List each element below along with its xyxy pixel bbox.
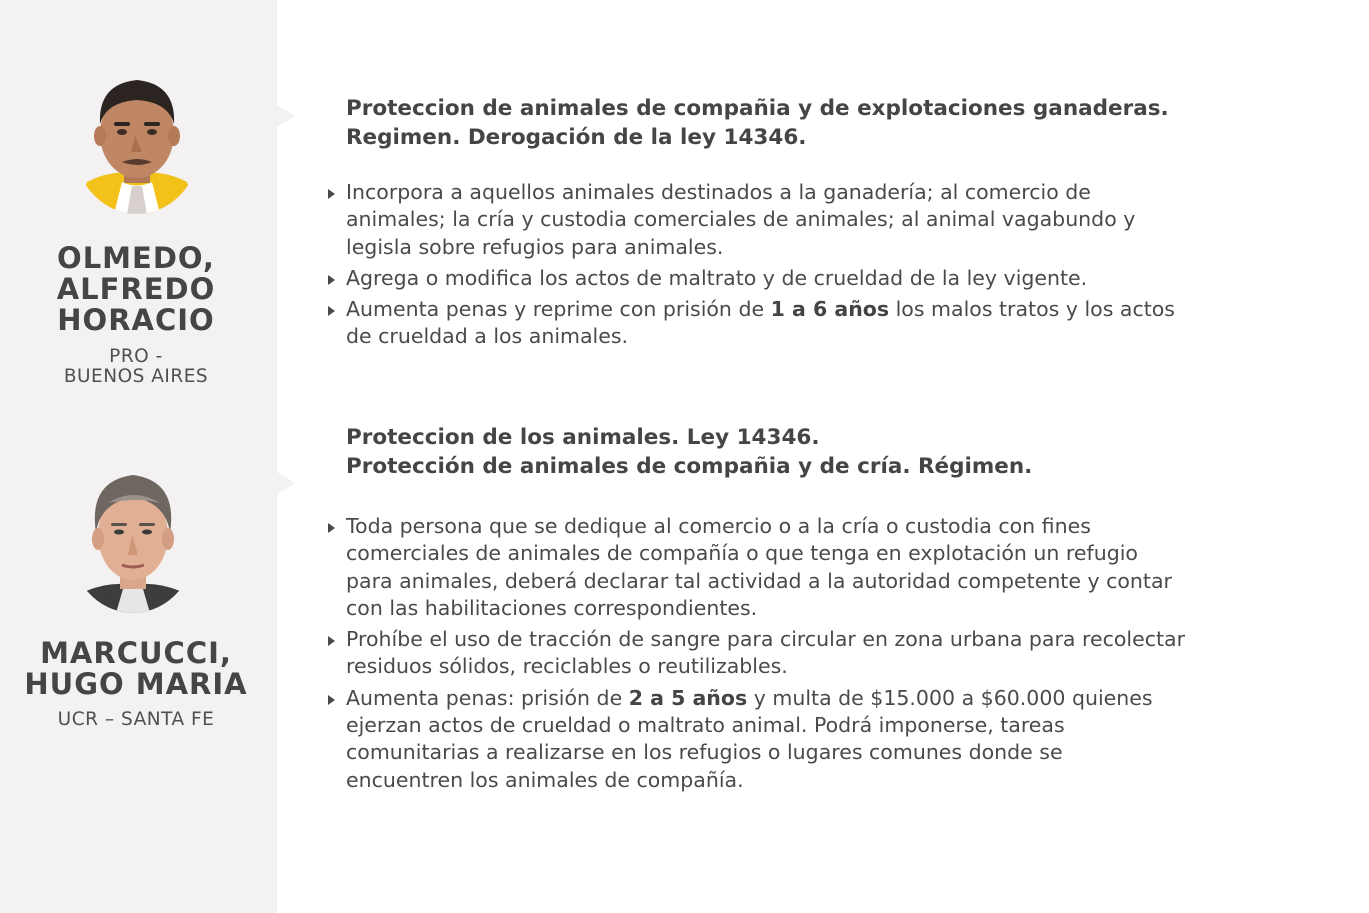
- legislator-party: PRO - BUENOS AIRES: [63, 346, 209, 387]
- point-text: los malos tratos y los actos de crueldad a los animales.: [346, 297, 1175, 349]
- project-points: [346, 513, 1236, 794]
- project-block: [346, 423, 1236, 798]
- point-text: Prohíbe el uso de tracción de sangre para circular en zona urbana para recolectar residuos sólidos, reciclables o reutilizables.: [346, 627, 1186, 679]
- point-text: y multa de $15.000 a $60.000 quienes ejerzan actos de crueldad o maltrato animal. Podrá imponerse, tareas comunitarias a realizarse en los refugios o lugares comunes donde se encuentren los animales de compañía.: [346, 685, 1153, 792]
- legislator-party: UCR – SANTA FE: [57, 709, 215, 730]
- point-highlight: 1 a 6 años: [770, 297, 890, 322]
- project-title: Proteccion de los animales. Ley 14346. Protección de animales de compañia y de cría. Régimen.: [346, 425, 1033, 479]
- avatar-olmedo: [72, 64, 202, 214]
- project-points: [346, 179, 1236, 351]
- bullet-triangle-icon: [328, 636, 335, 646]
- point-text: Incorpora a aquellos animales destinados a la ganadería; al comercio de animales; la cría y custodia comerciales de animales; al animal vagabundo y legisla sobre refugios para animales.: [346, 180, 1136, 259]
- point-text: Aumenta penas: prisión de: [346, 685, 629, 710]
- list-item: [346, 179, 1186, 261]
- bullet-triangle-icon: [328, 523, 335, 533]
- bullet-triangle-icon: [328, 695, 335, 705]
- list-item: [346, 265, 1186, 292]
- list-item: [346, 513, 1186, 622]
- point-highlight: 2 a 5 años: [628, 685, 748, 710]
- avatar-marcucci: [68, 463, 198, 613]
- point-text: Toda persona que se dedique al comercio o a la cría o custodia con fines comerciales de animales de compañía o que tenga en explotación un refugio para animales, deberá declarar tal actividad a la autoridad competente y contar con las habilitaciones correspondientes.: [346, 514, 1172, 620]
- legislator-name: OLMEDO, ALFREDO HORACIO: [56, 241, 216, 337]
- list-item: [346, 296, 1186, 351]
- bullet-triangle-icon: [328, 275, 335, 285]
- list-item: [346, 685, 1186, 794]
- point-text: Aumenta penas y reprime con prisión de: [346, 297, 771, 322]
- bullet-triangle-icon: [328, 306, 335, 316]
- pointer-notch-icon: [277, 472, 295, 494]
- list-item: [346, 626, 1186, 681]
- point-text: Agrega o modifica los actos de maltrato y de crueldad de la ley vigente.: [346, 265, 1088, 290]
- project-title: Proteccion de animales de compañia y de explotaciones ganaderas. Regimen. Derogación de la ley 14346.: [346, 96, 1169, 150]
- pointer-notch-icon: [277, 105, 295, 127]
- legislator-name: MARCUCCI, HUGO MARIA: [24, 636, 248, 701]
- bullet-triangle-icon: [328, 189, 335, 199]
- project-block: [346, 94, 1236, 355]
